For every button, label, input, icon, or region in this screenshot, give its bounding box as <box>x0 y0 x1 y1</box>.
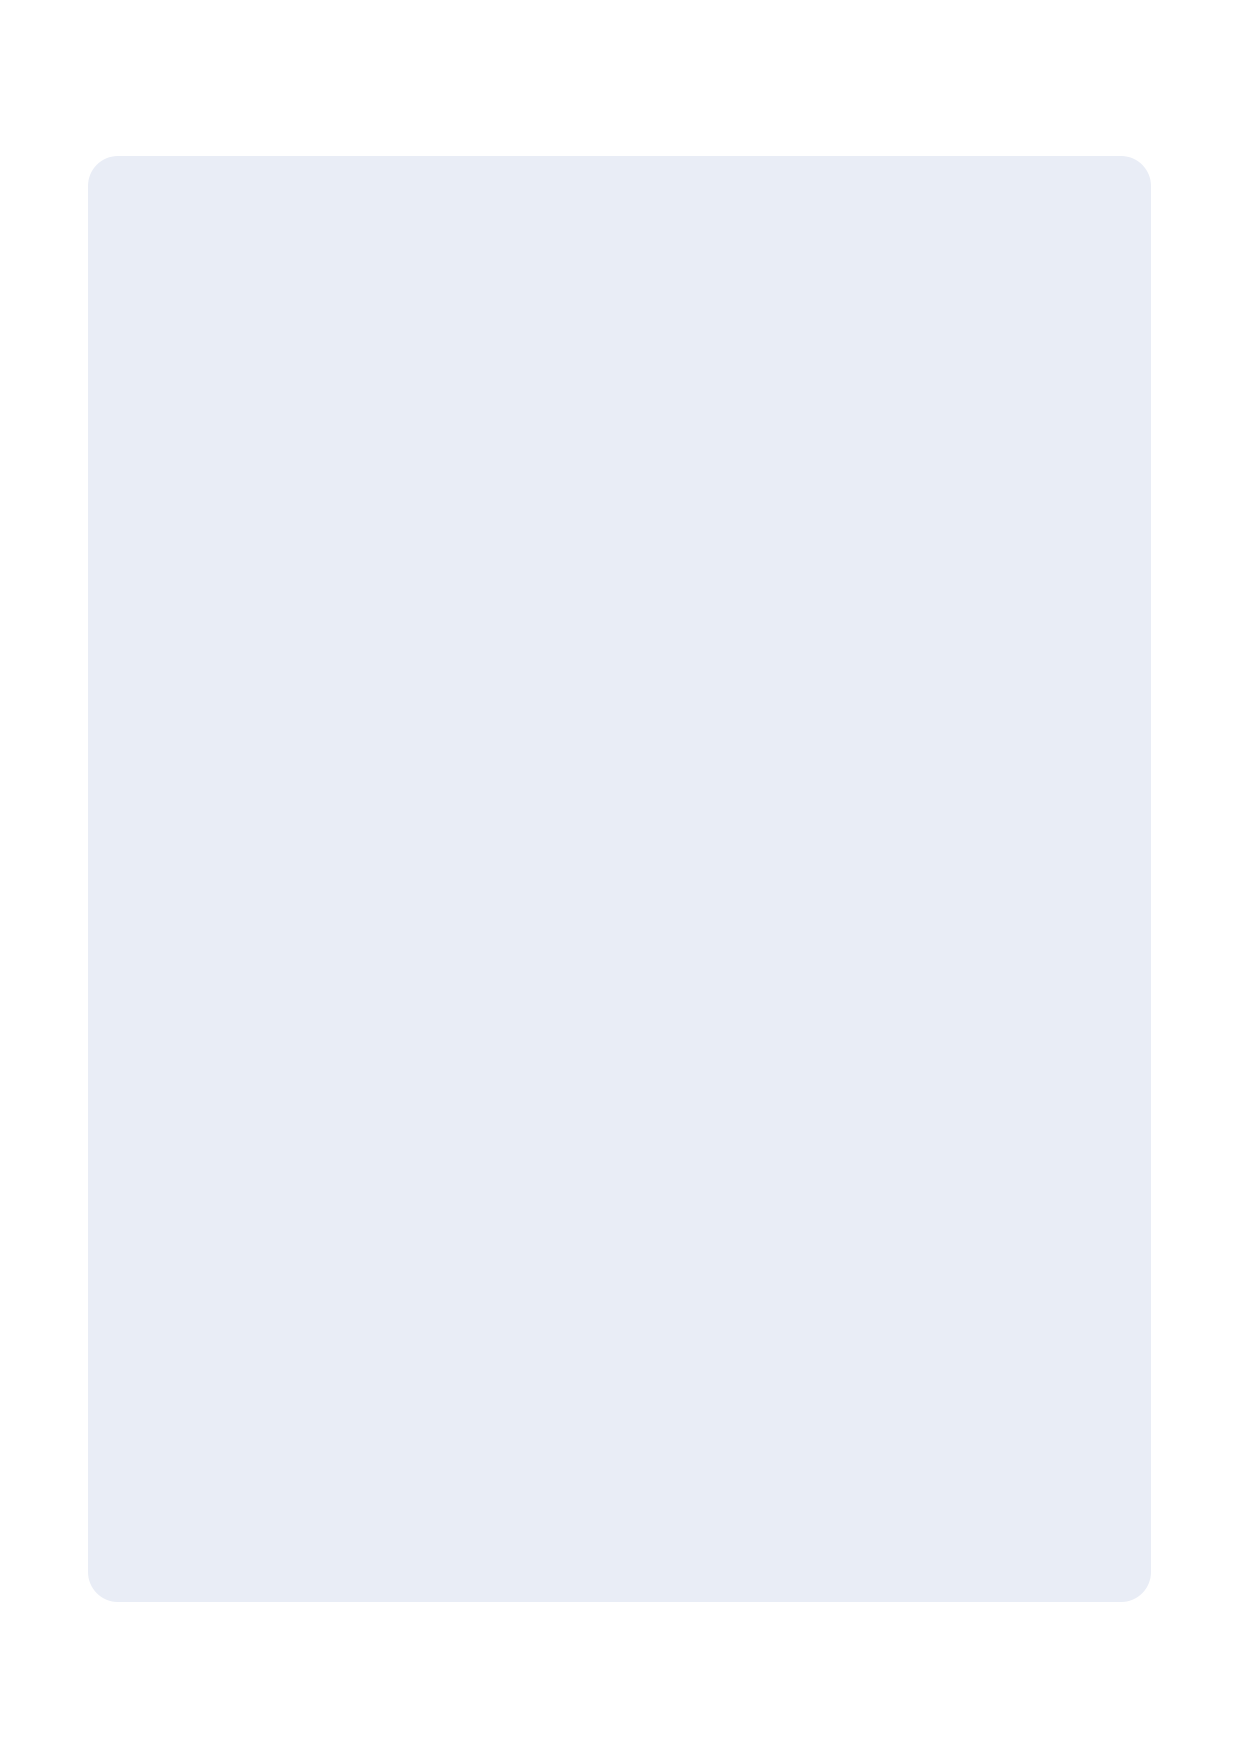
header-materiale <box>113 182 379 289</box>
header-codice <box>381 182 645 289</box>
header-dove-si-butta <box>647 182 902 289</box>
reminder-note <box>906 180 1134 1576</box>
